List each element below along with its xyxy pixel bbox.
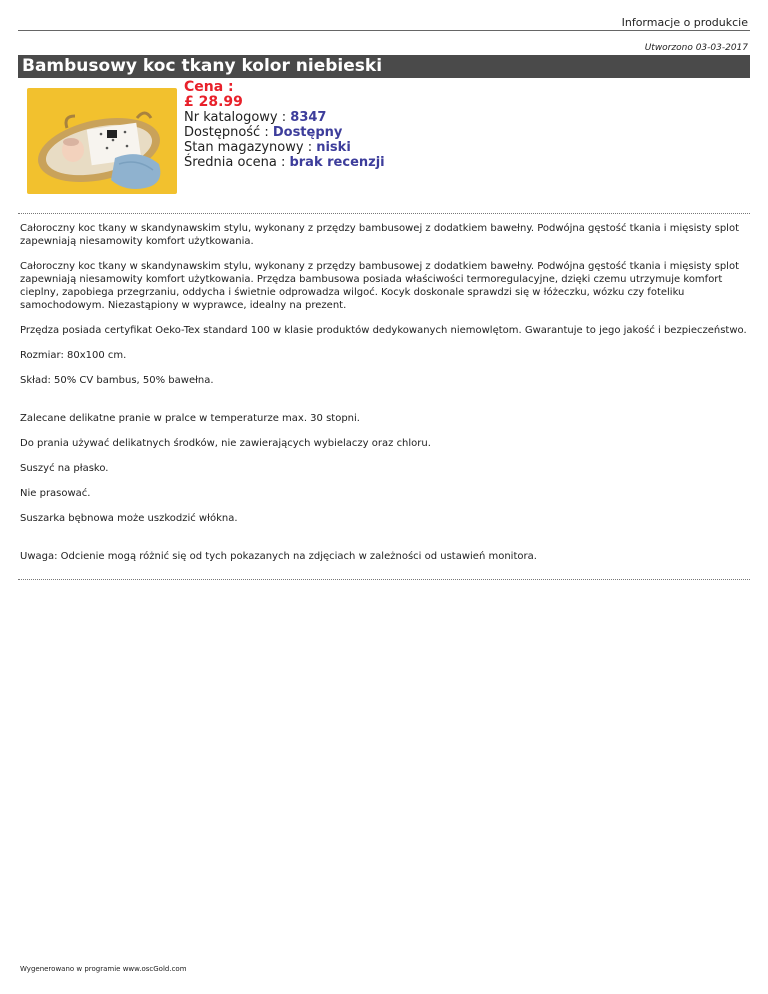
stock-row	[184, 140, 385, 155]
description-paragraph: Przędza posiada certyfikat Oeko-Tex standard 100 w klasie produktów dedykowanych niemowlętom. Gwarantuje to jego jakość i bezpieczeństwo.	[20, 325, 747, 336]
availability-value: Dostępny	[272, 125, 343, 140]
rating-label: Średnia ocena :	[184, 155, 290, 170]
product-image	[27, 88, 177, 194]
care-instruction: Suszarka bębnowa może uszkodzić włókna.	[20, 513, 238, 524]
bottom-dotted-divider	[18, 579, 750, 580]
footer-credit: Wygenerowano w programie www.oscGold.com	[20, 965, 187, 973]
care-instruction: Do prania używać delikatnych środków, nie zawierających wybielaczy oraz chloru.	[20, 438, 431, 449]
stock-label: Stan magazynowy :	[184, 140, 317, 155]
product-title: Bambusowy koc tkany kolor niebieski	[18, 55, 750, 78]
product-info	[184, 80, 385, 170]
size-text: Rozmiar: 80x100 cm.	[20, 350, 127, 361]
description-paragraph: Całoroczny koc tkany w skandynawskim stylu, wykonany z przędzy bambusowej z dodatkiem bawełny. Podwójna gęstość tkania i mięsisty splot zapewniają niesamowity komfort użytkowania. Przędza bambusowa posiada właściwości termoregulacyjne, dzięki czemu utrzymuje komfort cieplny, zapobiega przegrzaniu, oddycha i świetnie odprowadza wilgoć. Kocyk doskonale sprawdzi się w łóżeczku, wózku czy foteliku samochodowym. Niezastąpiony w wyprawce, idealny na prezent.	[20, 261, 739, 311]
rating-row	[184, 155, 385, 170]
care-instruction: Nie prasować.	[20, 488, 91, 499]
description-paragraph: Całoroczny koc tkany w skandynawskim stylu, wykonany z przędzy bambusowej z dodatkiem bawełny. Podwójna gęstość tkania i mięsisty splot zapewniają niesamowity komfort użytkowania.	[20, 223, 739, 247]
care-instruction: Suszyć na płasko.	[20, 463, 109, 474]
catalog-number-row	[184, 110, 385, 125]
catalog-number-value: 8347	[290, 110, 327, 125]
created-date: Utworzono 03-03-2017	[644, 43, 748, 53]
stock-value: niski	[316, 140, 351, 155]
availability-row	[184, 125, 385, 140]
availability-label: Dostępność :	[184, 125, 273, 140]
care-instruction: Zalecane delikatne pranie w pralce w temperaturze max. 30 stopni.	[20, 413, 360, 424]
price-label: Cena :	[184, 79, 234, 95]
product-info-link[interactable]: Informacje o produkcie	[621, 16, 748, 29]
price-value: £ 28.99	[184, 94, 243, 110]
product-description	[20, 222, 752, 575]
composition-text: Skład: 50% CV bambus, 50% bawełna.	[20, 375, 214, 386]
color-note: Uwaga: Odcienie mogą różnić się od tych pokazanych na zdjęciach w zależności od ustawień monitora.	[20, 551, 537, 562]
catalog-number-label: Nr katalogowy :	[184, 110, 291, 125]
top-dotted-divider	[18, 213, 750, 214]
rating-value: brak recenzji	[289, 155, 385, 170]
header-divider	[18, 30, 750, 31]
